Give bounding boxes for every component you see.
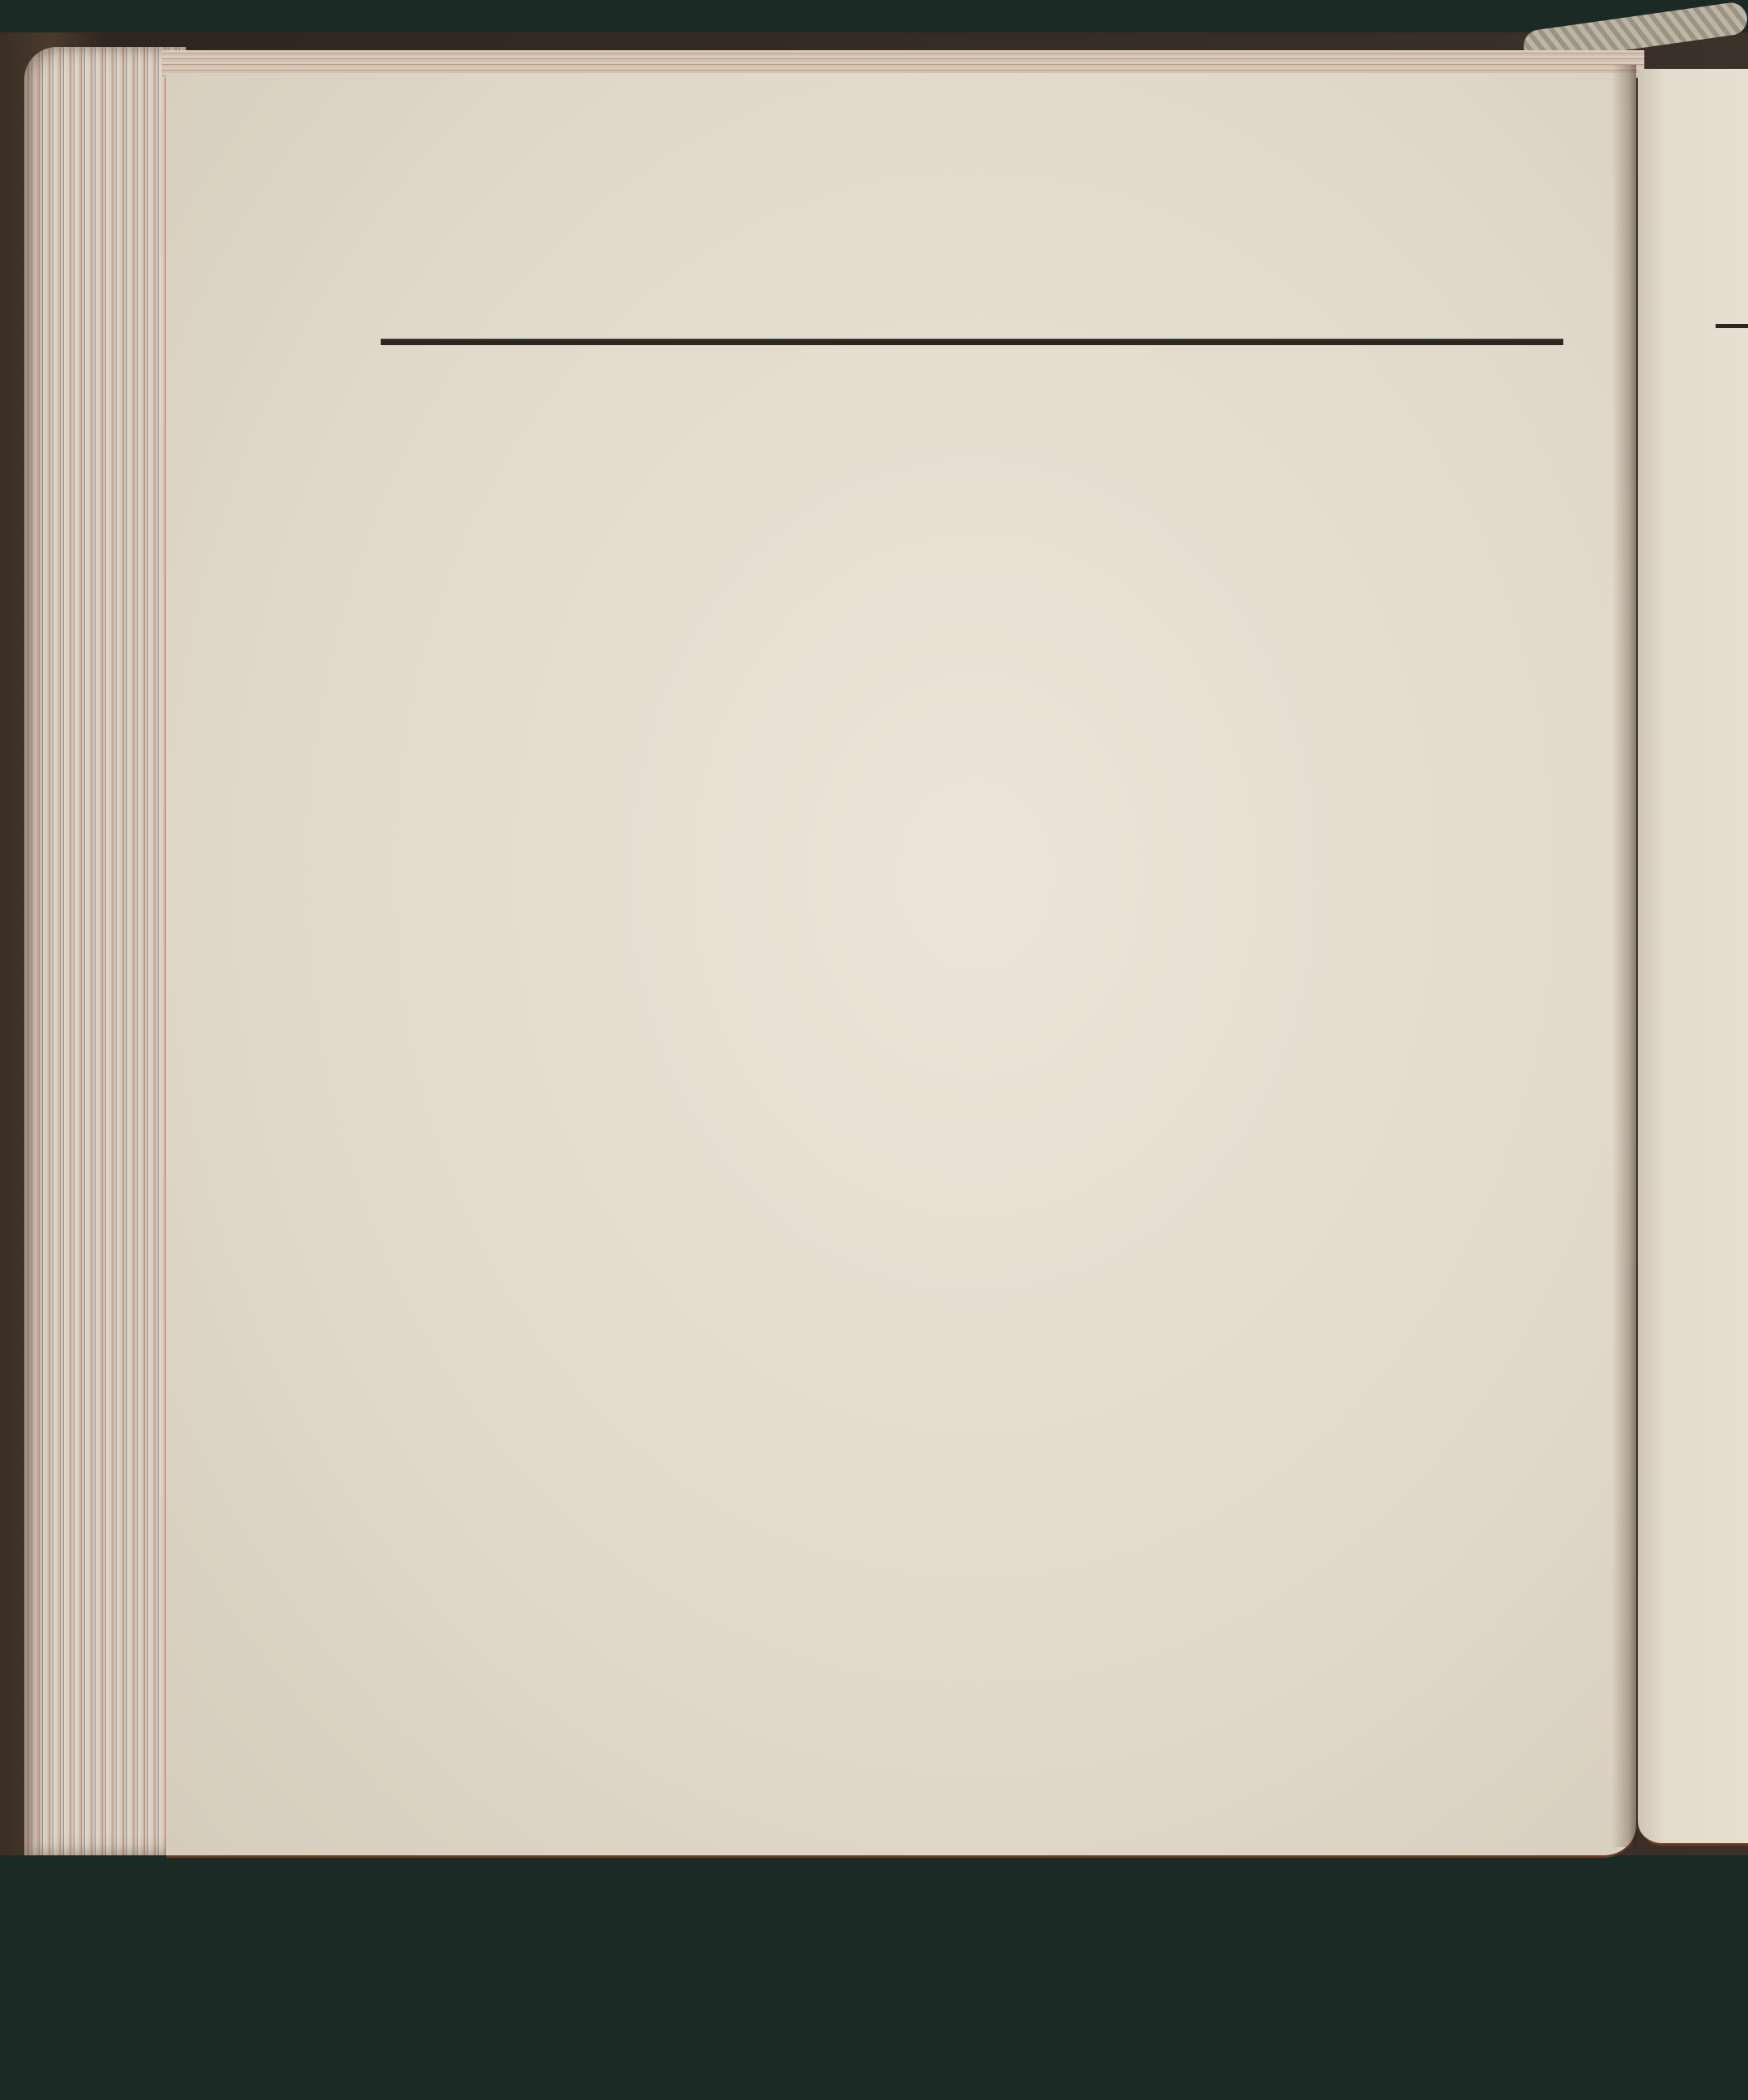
gutter-shadow (1612, 65, 1636, 1847)
running-head (381, 258, 1563, 331)
head-rule (381, 339, 1563, 345)
page-text-block (381, 258, 1563, 378)
facing-page-head-rule (1716, 324, 1748, 328)
page-block-edges (24, 47, 186, 1855)
facing-page (1638, 69, 1748, 1846)
